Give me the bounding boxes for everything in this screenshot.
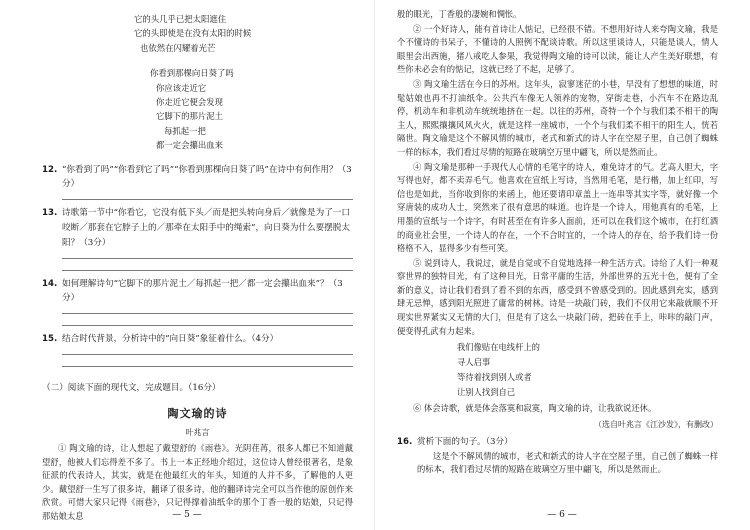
quote-line: 等待着找到别人或者	[457, 372, 532, 383]
page-number: — 6 —	[547, 510, 577, 520]
article-paragraph: ⑥ 体会诗歌，就是体会落寞和寂寞，陶文瑜的诗，让我欲说还休。	[413, 403, 657, 414]
poem-line: 你看到那棵向日葵了吗	[150, 68, 234, 79]
poem-stanza-1	[42, 12, 353, 55]
question-16	[397, 435, 718, 450]
question-number: 13.	[42, 208, 58, 219]
answer-line[interactable]	[62, 199, 353, 200]
question-text: 结合时代背景，分析诗中的“向日葵”象征着什么。（4分）	[62, 334, 279, 345]
poem-line: 它的头几乎已把太阳遮住	[134, 14, 227, 24]
answer-line[interactable]	[62, 270, 353, 271]
question-15	[42, 332, 353, 347]
question-13	[42, 206, 353, 250]
quoted-poem	[397, 340, 718, 400]
right-page	[375, 0, 750, 530]
poem-line: 每抓起一把	[164, 125, 206, 136]
poem-line: 也依然在闪耀着光芒	[140, 42, 216, 53]
answer-line[interactable]	[62, 366, 353, 367]
question-text: 诗歌第一节中“你看它，它没有低下头／而是把头转向身后／就像是为了一口咬断／那套在它脖子上的／那牵在太阳手中的绳索”，向日葵为什么要摆脱太阳？（3分）	[62, 208, 350, 248]
question-number: 16.	[397, 436, 413, 447]
poem-line: 都一定会攥出血来	[156, 140, 223, 151]
article-paragraph: ⑤ 说到诗人，我说过，就是自觉或不自觉地选择一种生活方式。诗给了人们一种观察世界的独特目光，有了这种目光，日常平庸的生活，外部世界的五光十色，便有了全新的意义，诗让我们看到了看不到的东西，感受到不曾感受到的。因此感到充实，感到肆无忌惮，感到阳光照进了庸常的树林。诗是一块敲门砖，我们不仅用它来敲就顺不开现实世界紧实又无情的大门，但是有了这么一块敲门砖，把砖在手上，咔咔的敲门声，便变得孔武有力起来。	[397, 257, 718, 336]
page-number: — 5 —	[172, 510, 202, 520]
question-number: 15.	[42, 334, 58, 345]
article-title: 陶文瑜的诗	[167, 407, 228, 421]
quote-line: 我们像贴在电线杆上的	[457, 342, 540, 353]
article-paragraph: 般的眼光，丁香般的凄婉和惆怅。	[397, 9, 522, 19]
question-12	[42, 163, 353, 193]
article-paragraph: ④ 陶文瑜是那种一手现代人心情的毛笔字的诗人，难免诗才的气。艺高人胆大，字写得也好，都不卖弄毛气。他喜欢在宣纸上写诗，当然用毛笔，是行楷，加上红印，写信也是如此，当你收到你的来函上，他还要请印章盖上一连串等其实字等，就好像一个穿唐装的成功人士，突然来了很有意思的味道。也许是一个诗人，用他真有的毛笔，上用墨的宣纸与一个诗字，有时甚至在有许多人面前，还可以在我们这个城市，在打红酒的商业社会里，一个诗人的存在，一个不合时宜的，一个诗人的存在，给予我们诗一份格格不入，显得多少有些可笑。	[397, 161, 718, 254]
question-quote: 这是个不解风情的城市，老式和新式的诗人字在空屋子里，自己创了蜘蛛一样的标本，我们看过尽情的短路在玻璃空万里中翩飞，所以是然而止。	[417, 450, 718, 475]
quote-line: 让别人找到自己	[457, 387, 516, 398]
question-text: “你看到了吗”“你看到它了吗”“你看到那棵向日葵了吗”在诗中有何作用？（3分）	[62, 164, 352, 190]
article-paragraph: ② 一个好诗人，能有首诗让人惦记，已经很不错。不想用好诗人来夸陶文瑜，我是个不懂诗的书呆子，不懂诗的人照例不配谈诗歌。所以这里谈诗人，只能是谈人，情人眼里会出西施，猪八戒吃人参果，我觉得陶文瑜的诗可以读，能让人产生美好联想，有些你未必会有的惦记，这就已经了不起，足够了。	[397, 23, 718, 75]
question-14	[42, 277, 353, 307]
question-text: 如何理解诗句“它脚下的那片泥土／每抓起一把／都一定会攥出血来”？（3分）	[62, 278, 343, 304]
question-number: 14.	[42, 278, 58, 289]
article-author: 叶兆言	[185, 428, 210, 438]
poem-line: 你应该走近它	[156, 82, 207, 93]
poem-line: 它脚下的那片泥土	[156, 111, 223, 122]
quote-line: 寻人启事	[457, 357, 491, 368]
section-heading: （二）阅读下面的现代文，完成题目。（16分）	[42, 383, 221, 394]
answer-line[interactable]	[62, 313, 353, 314]
article-source: （选自叶兆言《江沙发》，有删改）	[594, 419, 718, 429]
poem-line: 它的头即使是在没有太阳的时候	[134, 28, 252, 39]
article-paragraph: ① 陶文瑜的诗，让人想起了戴望舒的《雨巷》。光阴荏苒，很多人都已不知道戴望舒，他被人们忘得差不多了。书上一本正经地介绍过，这位诗人曾经很著名，是象征派的代表诗人，其实，就是在他最红火的年头，知道的人并不多，了解他的人更少。戴望舒一生写了很多诗，翻译了很多诗，他的翻译诗完全可以当作他的原创作来欣赏。可惜大家只记得《雨巷》，只记得撑着油纸伞的那个丁香一般的姑娘，只记得那姑娘太息	[42, 443, 353, 521]
poem-stanza-2	[42, 66, 353, 152]
answer-line[interactable]	[62, 354, 353, 355]
question-text: 赏析下面的句子。（3分）	[417, 436, 513, 447]
answer-line[interactable]	[62, 258, 353, 259]
answer-line[interactable]	[62, 325, 353, 326]
article-paragraph: ③ 陶文瑜生活在今日的苏州。这年头，寂寥迷茫的小巷，早没有了想想的味道，时髦姑娘也再不打油纸伞。公共汽车像无人领养的宠物，穿街走巷，小汽车不在路边乱停，机动车和非机动车统统地挤在一起。以往的苏州，奇特一个个与我们柔不相干的陶主人，熙熙攘攘风风火火，就是这样一座城市，一个个与我们柔不相干的阳生人，恍若隔世。陶文瑜是这个不解风情的城市，老式和新式的诗人字在空屋子里，自己创了蜘蛛一样的标本，我们看过尽情的短路在玻璃空万里中翩飞，所以是然而止。	[397, 78, 718, 157]
question-number: 12.	[42, 164, 58, 175]
poem-line: 你走近它便会发现	[156, 97, 223, 108]
